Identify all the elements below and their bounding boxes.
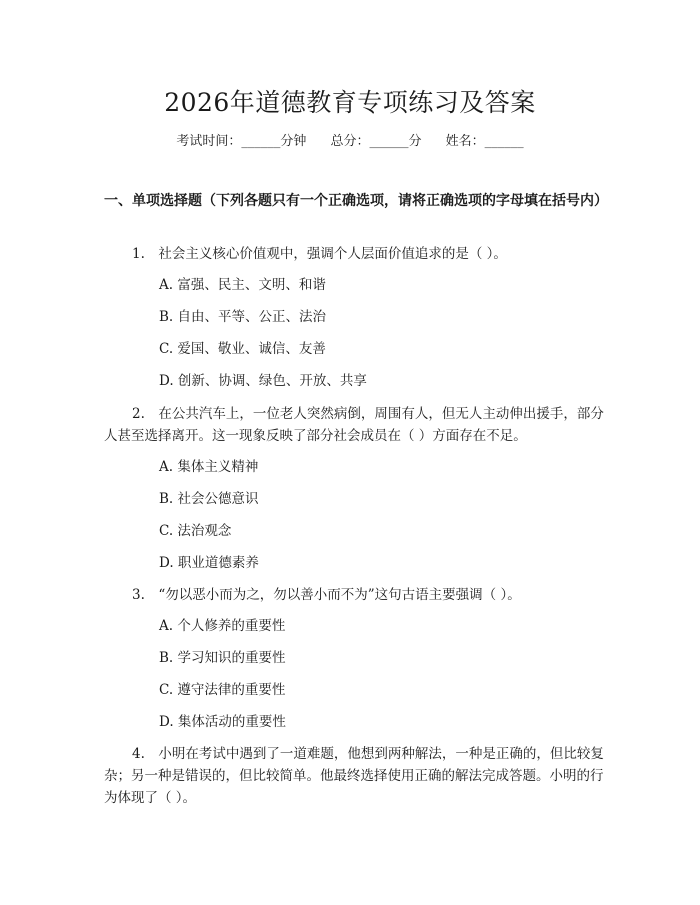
section-heading: 一、单项选择题（下列各题只有一个正确选项，请将正确选项的字母填在括号内） xyxy=(104,193,608,209)
question-stem: 1. 社会主义核心价值观中，强调个人层面价值追求的是（ ）。 xyxy=(132,246,507,262)
question-option: D. 职业道德素养 xyxy=(159,555,259,571)
exam-meta xyxy=(0,130,700,149)
question-option: D. 创新、协调、绿色、开放、共享 xyxy=(159,373,367,389)
question-option: D. 集体活动的重要性 xyxy=(159,714,286,730)
student-name: 姓名：______ xyxy=(445,134,524,149)
question-stem: 4. 小明在考试中遇到了一道难题，他想到两种解法，一种是正确的，但比较复杂；另一种是错误的，但比较简单。他最终选择使用正确的解法完成答题。小明的行为体现了（ ）。 xyxy=(104,746,604,806)
question-option: B. 学习知识的重要性 xyxy=(159,650,286,666)
page-title: 2026年道德教育专项练习及答案 xyxy=(164,88,536,117)
question-stem: 2. 在公共汽车上，一位老人突然病倒，周围有人，但无人主动伸出援手，部分人甚至选择离开。这一现象反映了部分社会成员在（ ）方面存在不足。 xyxy=(104,406,604,444)
question-option: C. 爱国、敬业、诚信、友善 xyxy=(159,341,326,357)
question-option: C. 法治观念 xyxy=(159,523,232,539)
question-option: C. 遵守法律的重要性 xyxy=(159,682,286,698)
question-option: B. 自由、平等、公正、法治 xyxy=(159,309,327,325)
question-option: B. 社会公德意识 xyxy=(159,491,259,507)
question-option: A. 集体主义精神 xyxy=(159,459,259,475)
question-option: A. 个人修养的重要性 xyxy=(159,618,286,634)
total-score: 总分：______分 xyxy=(330,134,422,149)
question-option: A. 富强、民主、文明、和谐 xyxy=(159,277,326,293)
exam-time: 考试时间：______分钟 xyxy=(176,134,307,149)
question-stem: 3. “勿以恶小而为之，勿以善小而不为”这句古语主要强调（ ）。 xyxy=(132,587,521,603)
